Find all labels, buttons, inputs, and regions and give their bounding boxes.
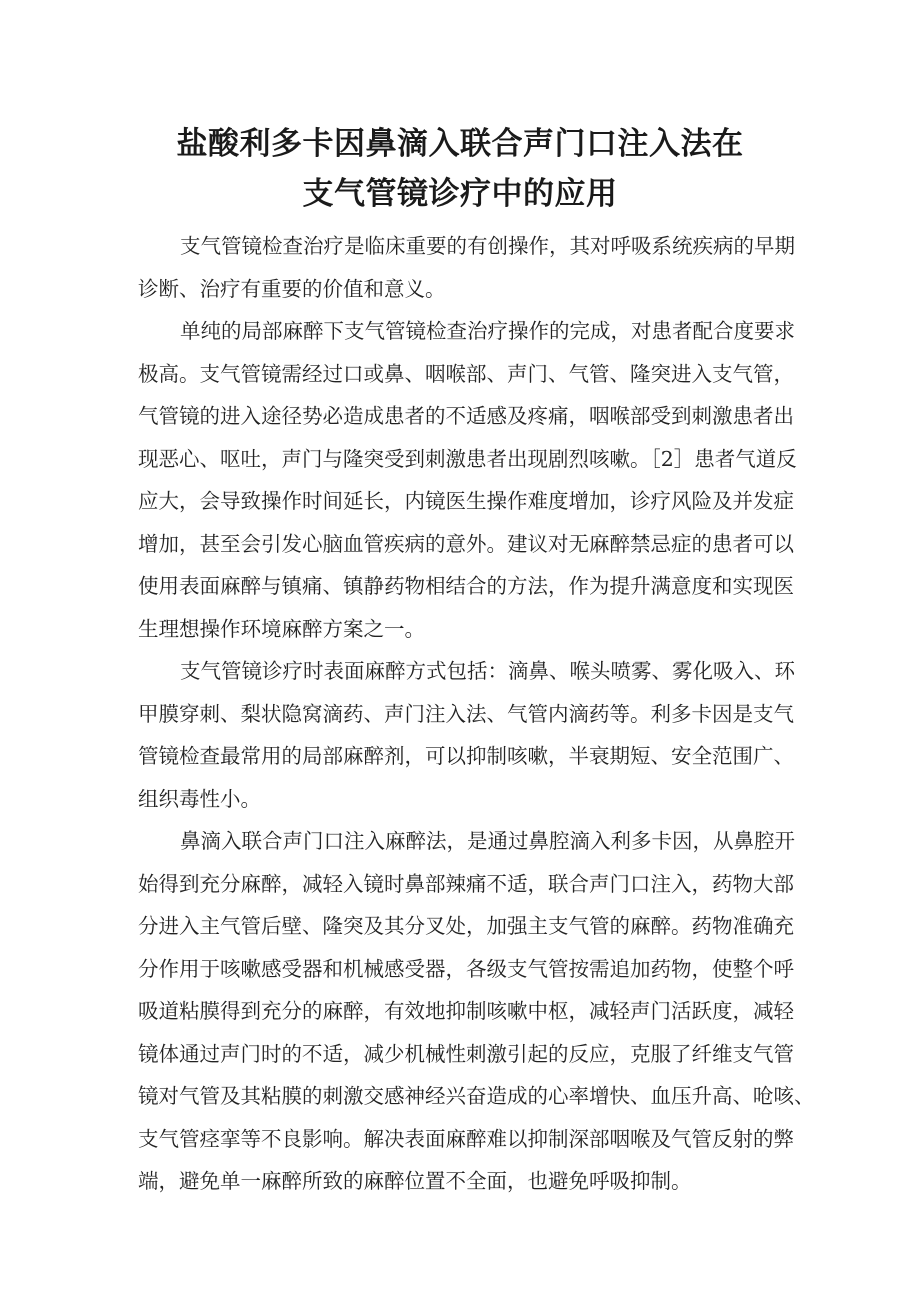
paragraph-2-line-1: 单纯的局部麻醉下支气管镜检查治疗操作的完成，对患者配合度要求: [180, 319, 795, 343]
paragraph-2-line-6: 增加，甚至会引发心脑血管疾病的意外。建议对无麻醉禁忌症的患者可以: [138, 532, 794, 556]
paragraph-3-line-3: 管镜检查最常用的局部麻醉剂，可以抑制咳嗽，半衰期短、安全范围广、: [138, 744, 794, 768]
paragraph-2-line-4: 现恶心、呕吐，声门与隆突受到刺激患者出现剧烈咳嗽。［2］患者气道反: [138, 447, 797, 471]
paragraph-4-line-9: 端，避免单一麻醉所致的麻醉位置不全面，也避免呼吸抑制。: [138, 1169, 692, 1193]
paragraph-4-line-6: 镜体通过声门时的不适，减少机械性刺激引起的反应，克服了纤维支气管: [138, 1042, 794, 1066]
paragraph-2-line-2: 极高。支气管镜需经过口或鼻、咽喉部、声门、气管、隆突进入支气管，: [138, 362, 794, 386]
paragraph-2-line-3: 气管镜的进入途径势必造成患者的不适感及疼痛，咽喉部受到刺激患者出: [138, 404, 794, 428]
paragraph-3-line-2: 甲膜穿刺、梨状隐窝滴药、声门注入法、气管内滴药等。利多卡因是支气: [138, 702, 794, 726]
paragraph-4-line-8: 支气管痉挛等不良影响。解决表面麻醉难以抑制深部咽喉及气管反射的弊: [138, 1127, 794, 1151]
paragraph-3-line-1: 支气管镜诊疗时表面麻醉方式包括：滴鼻、喉头喷雾、雾化吸入、环: [180, 659, 795, 683]
paragraph-4-line-1: 鼻滴入联合声门口注入麻醉法，是通过鼻腔滴入利多卡因，从鼻腔开: [180, 829, 795, 853]
paragraph-3-line-4: 组织毒性小。: [138, 787, 261, 811]
document-title-line-1: 盐酸利多卡因鼻滴入联合声门口注入法在: [176, 126, 744, 162]
paragraph-2-line-7: 使用表面麻醉与镇痛、镇静药物相结合的方法，作为提升满意度和实现医: [138, 574, 794, 598]
paragraph-1-line-1: 支气管镜检查治疗是临床重要的有创操作，其对呼吸系统疾病的早期: [180, 234, 795, 258]
document-title-line-2: 支气管镜诊疗中的应用: [302, 176, 618, 212]
paragraph-4-line-5: 吸道粘膜得到充分的麻醉，有效地抑制咳嗽中枢，减轻声门活跃度，减轻: [138, 999, 794, 1023]
paragraph-2-line-8: 生理想操作环境麻醉方案之一。: [138, 617, 425, 641]
paragraph-1-line-2: 诊断、治疗有重要的价值和意义。: [138, 277, 446, 301]
paragraph-4-line-2: 始得到充分麻醉，减轻入镜时鼻部辣痛不适，联合声门口注入，药物大部: [138, 872, 794, 896]
paragraph-4-line-3: 分进入主气管后壁、隆突及其分叉处，加强主支气管的麻醉。药物准确充: [138, 914, 794, 938]
paragraph-4-line-4: 分作用于咳嗽感受器和机械感受器，各级支气管按需追加药物，使整个呼: [138, 957, 794, 981]
paragraph-4-line-7: 镜对气管及其粘膜的刺激交感神经兴奋造成的心率增快、血压升高、呛咳、: [138, 1084, 815, 1108]
paragraph-2-line-5: 应大，会导致操作时间延长，内镜医生操作难度增加，诊疗风险及并发症: [138, 489, 794, 513]
